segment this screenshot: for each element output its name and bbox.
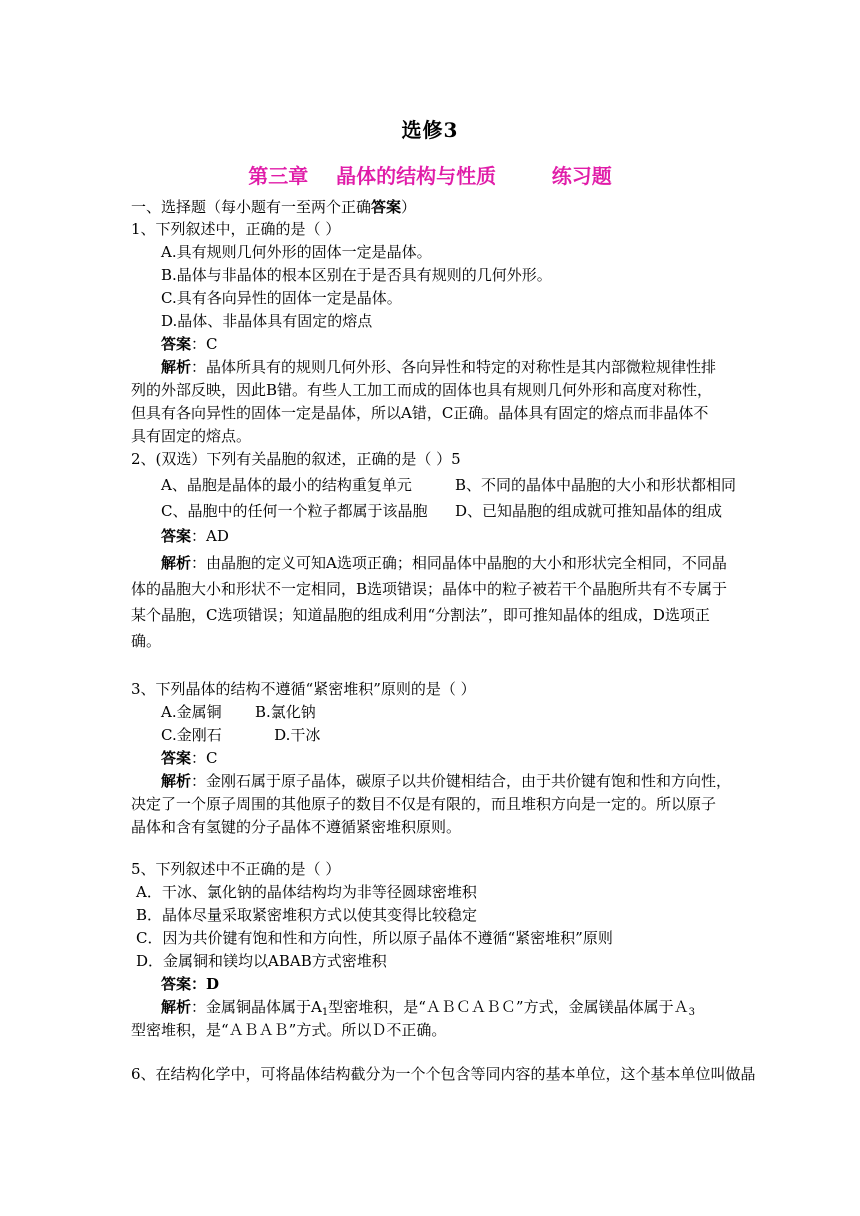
q2-analysis-line3: 某个晶胞，C选项错误；知道晶胞的组成利用“分割法”，即可推知晶体的组成，D选项正 [131, 606, 710, 624]
q3-analysis-line2: 决定了一个原子周围的其他原子的数目不仅是有限的，而且堆积方向是一定的。所以原子 [131, 795, 717, 813]
q5-analysis: 解析：金属铜晶体属于$A_1$型密堆积，是“ＡＢＣＡＢＣ”方式，金属镁晶体属于Ａ$_3$ [161, 998, 695, 1018]
q1-option-d: D.晶体、非晶体具有固定的熔点 [161, 312, 373, 330]
document-title: 选修3 [401, 118, 459, 142]
q2-option-b: B、不同的晶体中晶胞的大小和形状都相同 [455, 476, 737, 494]
q1-analysis-line3: 但具有各向异性的固体一定是晶体，所以A错，C正确。晶体具有固定的熔点而非晶体不 [131, 404, 709, 422]
q2-analysis-line4: 确。 [131, 632, 162, 650]
q2-option-d: D、已知晶胞的组成就可推知晶体的组成 [455, 502, 723, 520]
q1-analysis-line2: 列的外部反映，因此B错。有些人工加工而成的固体也具有规则几何外形和高度对称性， [131, 381, 713, 399]
q2-stem: 2、(双选）下列有关晶胞的叙述，正确的是（ ）5 [131, 450, 461, 468]
q2-answer: 答案：AD [161, 527, 229, 545]
q1-option-a: A.具有规则几何外形的固体一定是晶体。 [161, 243, 432, 261]
q2-option-a: A、晶胞是晶体的最小的结构重复单元 [161, 476, 412, 494]
q3-stem: 3、下列晶体的结构不遵循“紧密堆积”原则的是（ ） [131, 680, 476, 698]
q5-stem: 5、下列叙述中不正确的是（ ） [131, 860, 341, 878]
q3-options-cd: C.金刚石 D.干冰 [161, 726, 321, 744]
q3-analysis: 解析：金刚石属于原子晶体，碳原子以共价键相结合，由于共价键有饱和性和方向性， [161, 772, 732, 790]
q5-option-c: C．因为共价键有饱和性和方向性，所以原子晶体不遵循“紧密堆积”原则 [136, 929, 613, 947]
q2-analysis: 解析：由晶胞的定义可知A选项正确；相同晶体中晶胞的大小和形状完全相同，不同晶 [161, 554, 727, 572]
q3-options-ab: A.金属铜 B.氯化钠 [161, 703, 316, 721]
q5-option-b: B．晶体尽量采取紧密堆积方式以使其变得比较稳定 [136, 906, 478, 924]
q3-answer: 答案：C [161, 749, 218, 767]
q3-analysis-line3: 晶体和含有氢键的分子晶体不遵循紧密堆积原则。 [131, 818, 462, 836]
q1-analysis: 解析：晶体所具有的规则几何外形、各向异性和特定的对称性是其内部微粒规律性排 [161, 358, 717, 376]
q5-answer: 答案：D [161, 975, 220, 993]
q1-option-c: C.具有各向异性的固体一定是晶体。 [161, 289, 402, 307]
section-heading: 一、选择题（每小题有一至两个正确答案） [131, 198, 417, 216]
q5-option-d: D．金属铜和镁均以ABAB方式密堆积 [136, 952, 387, 970]
q1-answer: 答案：C [161, 335, 218, 353]
q2-option-c: C、晶胞中的任何一个粒子都属于该晶胞 [161, 502, 428, 520]
q5-analysis-line2: 型密堆积，是“ＡＢＡＢ”方式。所以Ｄ不正确。 [131, 1021, 447, 1039]
q1-option-b: B.晶体与非晶体的根本区别在于是否具有规则的几何外形。 [161, 266, 552, 284]
q1-analysis-line4: 具有固定的熔点。 [131, 427, 252, 445]
q6-stem: 6、在结构化学中，可将晶体结构截分为一个个包含等同内容的基本单位，这个基本单位叫做晶 [131, 1065, 756, 1083]
q5-option-a: A．干冰、氯化钠的晶体结构均为非等径圆球密堆积 [136, 883, 477, 901]
q1-stem: 1、下列叙述中，正确的是（ ） [131, 220, 341, 238]
q2-analysis-line2: 体的晶胞大小和形状不一定相同，B选项错误；晶体中的粒子被若干个晶胞所共有不专属于 [131, 580, 728, 598]
q2-options-row1 [161, 474, 412, 496]
chapter-title: 第三章 晶体的结构与性质 练习题 [248, 164, 612, 188]
